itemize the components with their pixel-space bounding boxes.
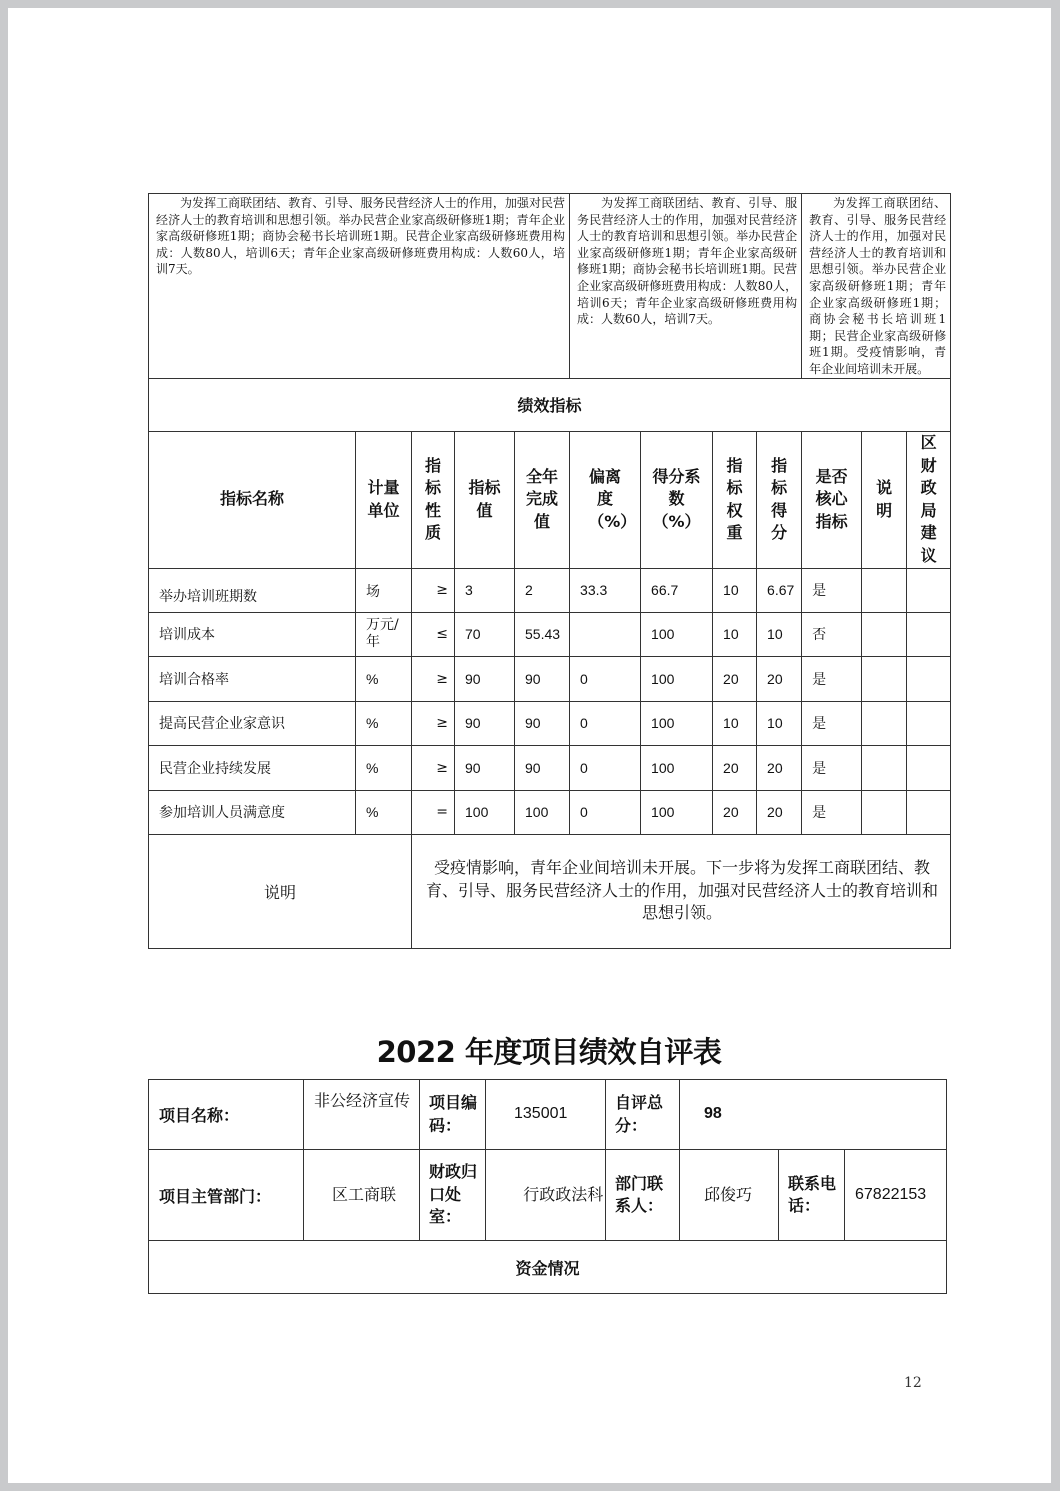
actual-result-text: 为发挥工商联团结、教育、引导、服务民营经济人士的作用，加强对民营经济人士的教育培训和思想引领。举办民营企业家高级研修班1期；青年企业家高级研修班1期；商协会秘书长培训班1期；民营企业家高级研修班1期。受疫情影响，青年企业间培训未开展。 [809,196,947,376]
note-text: 受疫情影响，青年企业间培训未开展。下一步将为发挥工商联团结、教育、引导、服务民营经济人士的作用，加强对民营经济人士的教育培训和思想引领。 [412,834,951,948]
indicator-deviation: 0 [570,701,641,745]
document-page [8,8,1051,1483]
annual-goal-text: 为发挥工商联团结、教育、引导、服务民营经济人士的作用，加强对民营经济人士的教育培训和思想引领。举办民营企业家高级研修班1期；青年企业家高级研修班1期；商协会秘书长培训班1期。民营企业家高级研修班费用构成：人数80人，培训6天；青年企业家高级研修班费用构成：人数60人，培训7天。 [156,196,566,277]
form-title: 2022 年度项目绩效自评表 [376,1035,722,1069]
project-code-value: 135001 [486,1080,606,1150]
header-weight: 指标权重 [726,455,743,543]
indicator-score: 10 [757,701,802,745]
indicator-score: 20 [757,790,802,834]
planned-goal-cell [570,194,802,379]
indicator-operator: ≤ [412,612,455,656]
note-row [149,834,951,948]
header-unit: 计量单位 [367,478,400,520]
indicator-core: 是 [802,568,862,612]
indicator-core: 是 [802,790,862,834]
indicator-actual: 100 [515,790,570,834]
dept-label: 项目主管部门： [149,1150,304,1241]
performance-table [148,193,951,949]
indicator-unit: 场 [356,568,412,612]
indicator-advice [907,656,951,701]
indicator-actual: 90 [515,656,570,701]
table-row [149,656,951,701]
header-indicator-name: 指标名称 [149,431,356,568]
indicator-actual: 2 [515,568,570,612]
indicator-name: 民营企业持续发展 [149,745,356,790]
indicator-note [862,701,907,745]
header-actual: 全年完成值 [526,466,559,531]
indicator-actual: 90 [515,745,570,790]
self-score-label: 自评总分： [606,1080,680,1150]
indicator-deviation [570,612,641,656]
indicator-advice [907,790,951,834]
header-deviation: 偏离度（%） [588,466,637,531]
indicator-coefficient: 100 [641,612,713,656]
indicator-operator: ≥ [412,745,455,790]
indicator-name: 培训合格率 [149,656,356,701]
indicator-deviation: 0 [570,656,641,701]
header-nature: 指标性质 [424,455,441,543]
indicator-operator: ≥ [412,568,455,612]
header-note: 说明 [876,478,893,520]
indicator-actual: 90 [515,701,570,745]
section-title: 绩效指标 [149,378,951,431]
table-row [149,790,951,834]
indicator-target: 90 [455,745,515,790]
header-target: 指标值 [468,478,501,520]
project-name-label: 项目名称： [149,1080,304,1150]
indicator-note [862,745,907,790]
dept-value: 区工商联 [304,1150,420,1241]
department-row [149,1150,947,1241]
table-row [149,568,951,612]
header-core: 是否核心指标 [815,466,848,531]
indicator-note [862,656,907,701]
indicator-score: 20 [757,656,802,701]
indicator-core: 是 [802,656,862,701]
table-row [149,612,951,656]
indicator-target: 90 [455,656,515,701]
indicator-coefficient: 100 [641,656,713,701]
funding-title: 资金情况 [149,1241,947,1294]
header-row [149,431,951,568]
self-score-value: 98 [680,1080,947,1150]
indicator-note [862,568,907,612]
indicator-score: 10 [757,612,802,656]
indicator-note [862,790,907,834]
indicator-target: 100 [455,790,515,834]
indicator-unit: % [356,701,412,745]
project-row [149,1080,947,1150]
indicator-deviation: 0 [570,745,641,790]
indicator-name: 提高民营企业家意识 [149,701,356,745]
project-name-value: 非公经济宣传 [304,1080,420,1150]
indicator-actual: 55.43 [515,612,570,656]
indicator-score: 20 [757,745,802,790]
header-advice: 区财政局建议 [920,433,937,565]
indicator-unit: % [356,790,412,834]
indicator-unit: 万元/年 [356,612,412,656]
indicator-weight: 10 [713,612,757,656]
note-label: 说明 [149,834,412,948]
indicator-core: 是 [802,701,862,745]
indicator-coefficient: 100 [641,790,713,834]
finance-office-value: 行政政法科 [486,1150,606,1241]
phone-value: 67822153 [845,1150,947,1241]
indicator-core: 否 [802,612,862,656]
indicator-operator: = [412,790,455,834]
indicator-weight: 10 [713,568,757,612]
table-row [149,701,951,745]
indicator-advice [907,612,951,656]
indicator-weight: 20 [713,656,757,701]
indicator-operator: ≥ [412,701,455,745]
header-coefficient: 得分系数（%） [652,466,701,531]
indicator-advice [907,701,951,745]
indicator-name: 培训成本 [149,612,356,656]
indicator-core: 是 [802,745,862,790]
table-row [149,745,951,790]
indicator-operator: ≥ [412,656,455,701]
indicator-note [862,612,907,656]
indicator-advice [907,568,951,612]
project-code-label: 项目编码： [420,1080,486,1150]
annual-goal-cell [149,194,570,379]
indicator-target: 3 [455,568,515,612]
indicator-target: 70 [455,612,515,656]
header-score: 指标得分 [771,455,788,543]
indicator-deviation: 0 [570,790,641,834]
indicator-unit: % [356,656,412,701]
indicator-score: 6.67 [757,568,802,612]
indicator-coefficient: 100 [641,701,713,745]
indicator-weight: 20 [713,790,757,834]
phone-label: 联系电话： [779,1150,845,1241]
indicator-weight: 20 [713,745,757,790]
indicator-coefficient: 66.7 [641,568,713,612]
goals-row [149,194,951,379]
indicator-advice [907,745,951,790]
indicator-name: 举办培训班期数 [149,568,356,612]
page-number: 12 [904,1375,922,1391]
contact-value: 邱俊巧 [680,1150,779,1241]
indicator-target: 90 [455,701,515,745]
indicator-deviation: 33.3 [570,568,641,612]
finance-office-label: 财政归口处室： [420,1150,486,1241]
indicator-name: 参加培训人员满意度 [149,790,356,834]
planned-goal-text: 为发挥工商联团结、教育、引导、服务民营经济人士的作用，加强对民营经济人士的教育培训和思想引领。举办民营企业家高级研修班1期；青年企业家高级研修班1期；商协会秘书长培训班1期。民营企业家高级研修班费用构成：人数80人，培训6天；青年企业家高级研修班费用构成：人数60人，培训7天。 [577,196,798,327]
indicator-unit: % [356,745,412,790]
indicator-coefficient: 100 [641,745,713,790]
indicator-weight: 10 [713,701,757,745]
actual-result-cell [802,194,951,379]
contact-label: 部门联系人： [606,1150,680,1241]
project-info-table [148,1079,947,1294]
